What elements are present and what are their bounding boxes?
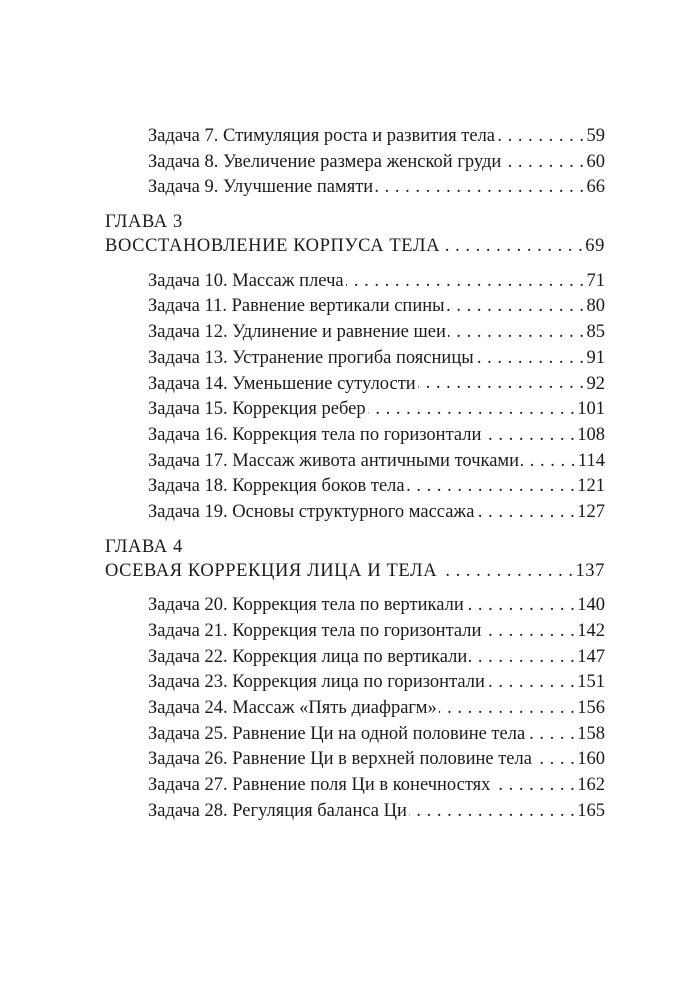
toc-entry <box>105 397 605 423</box>
toc-entry-page: 114 <box>577 450 605 471</box>
toc-entry <box>105 773 605 799</box>
toc-entry-label: Задача 8. Увеличение размера женской груди <box>148 151 502 172</box>
toc-section <box>105 535 605 825</box>
toc-entry-label: Задача 23. Коррекция лица по горизонтали <box>148 672 485 693</box>
toc-entry <box>105 175 605 201</box>
chapter-heading: ГЛАВА 3 <box>105 212 183 233</box>
chapter-title: ОСЕВАЯ КОРРЕКЦИЯ ЛИЦА И ТЕЛА <box>105 560 438 581</box>
toc-entry-page: 80 <box>586 296 605 317</box>
toc-entry <box>105 346 605 372</box>
toc-entry-label: Задача 12. Удлинение и равнение шеи <box>148 322 446 343</box>
toc-entry <box>105 269 605 295</box>
toc-entry-page: 160 <box>577 749 605 770</box>
dot-leader <box>521 453 576 467</box>
toc-entry-label: Задача 26. Равнение Ци в верхней половине тела <box>148 749 532 770</box>
chapter-title: ВОССТАНОВЛЕНИЕ КОРПУСА ТЕЛА <box>105 236 441 257</box>
toc-entry <box>105 670 605 696</box>
toc-entry-label: Задача 18. Коррекция боков тела <box>148 476 405 497</box>
toc-entry-label: Задача 10. Массаж плеча <box>148 270 344 291</box>
toc-entry <box>105 372 605 398</box>
toc-entry-label: Задача 15. Коррекция ребер <box>148 399 366 420</box>
toc-entry-label: Задача 20. Коррекция тела по вертикали <box>148 595 464 616</box>
toc-entry-label: Задача 7. Стимуляция роста и развития тела <box>148 126 496 146</box>
chapter-heading: ГЛАВА 4 <box>105 536 183 557</box>
dot-leader <box>439 701 576 715</box>
toc-entry-page: 140 <box>577 595 605 616</box>
toc-entry-page: 158 <box>577 723 605 744</box>
dot-leader <box>487 675 575 689</box>
toc-entry-page: 147 <box>577 646 605 667</box>
dot-leader <box>442 239 583 253</box>
toc-entry-page: 162 <box>577 775 605 796</box>
dot-leader <box>466 598 576 612</box>
toc-entry-label: Задача 9. Улучшение памяти <box>148 177 374 198</box>
dot-leader <box>439 563 573 577</box>
dot-leader <box>418 376 585 390</box>
toc-entry-page: 165 <box>577 800 605 821</box>
toc-entry-page: 71 <box>586 270 605 291</box>
dot-leader <box>534 752 575 766</box>
dot-leader <box>503 154 584 168</box>
toc-entry-label: Задача 11. Равнение вертикали спины <box>148 296 445 317</box>
dot-leader <box>483 428 575 442</box>
toc-entry-label: Задача 21. Коррекция тела по горизонтали <box>148 621 482 641</box>
dot-leader <box>527 726 575 740</box>
dot-leader <box>407 479 576 493</box>
chapter-title-page: 137 <box>575 560 605 581</box>
chapter-title-entry <box>105 559 605 585</box>
toc-entry <box>105 593 605 619</box>
dot-leader <box>447 299 585 313</box>
toc-entry-label: Задача 27. Равнение поля Ци в конечностях <box>148 775 491 796</box>
chapter-title-entry <box>105 234 605 260</box>
toc-entry <box>105 150 605 176</box>
toc-entry-label: Задача 16. Коррекция тела по горизонтали <box>148 424 482 445</box>
dot-leader <box>483 624 575 638</box>
dot-leader <box>409 804 575 818</box>
toc-entry <box>105 799 605 825</box>
toc-entry <box>105 619 605 645</box>
toc-entry <box>105 500 605 526</box>
toc-entry-page: 108 <box>577 424 605 445</box>
toc-entry <box>105 294 605 320</box>
toc-entry-page: 142 <box>577 621 605 641</box>
dot-leader <box>492 778 575 792</box>
toc-entry-page: 59 <box>586 126 605 146</box>
dot-leader <box>448 325 585 339</box>
toc-entry-page: 156 <box>577 698 605 719</box>
toc-entry-label: Задача 13. Устранение прогиба поясницы <box>148 347 474 368</box>
table-of-contents <box>105 124 605 825</box>
toc-entry <box>105 449 605 475</box>
toc-entry-page: 92 <box>586 373 605 394</box>
toc-entry-page: 151 <box>577 672 605 693</box>
toc-entry <box>105 645 605 671</box>
toc-entry-page: 66 <box>586 177 605 198</box>
toc-entry-label: Задача 17. Массаж живота античными точками <box>148 450 520 471</box>
toc-entry-page: 60 <box>586 151 605 172</box>
toc-entry-page: 91 <box>586 347 605 368</box>
toc-entry <box>105 124 605 150</box>
dot-leader <box>469 649 575 663</box>
toc-entry-page: 85 <box>586 322 605 343</box>
toc-entry <box>105 474 605 500</box>
toc-entry-page: 127 <box>577 501 605 522</box>
toc-entry-label: Задача 19. Основы структурного массажа <box>148 501 475 522</box>
toc-entry <box>105 320 605 346</box>
toc-entry-label: Задача 14. Уменьшение сутулости <box>148 373 416 394</box>
dot-leader <box>375 180 584 194</box>
dot-leader <box>368 402 576 416</box>
toc-entry <box>105 722 605 748</box>
dot-leader <box>497 129 584 143</box>
toc-entry-label: Задача 22. Коррекция лица по вертикали <box>148 646 468 667</box>
toc-entry <box>105 747 605 773</box>
toc-section <box>105 210 605 526</box>
toc-entry <box>105 423 605 449</box>
dot-leader <box>476 505 575 519</box>
toc-entry-label: Задача 24. Массаж «Пять диафрагм» <box>148 698 437 719</box>
toc-entry-page: 101 <box>577 399 605 420</box>
toc-section <box>105 124 605 201</box>
toc-entry-page: 121 <box>577 476 605 497</box>
toc-entry-label: Задача 25. Равнение Ци на одной половине тела <box>148 723 526 744</box>
chapter-title-page: 69 <box>585 236 605 257</box>
dot-leader <box>476 351 585 365</box>
dot-leader <box>346 273 585 287</box>
toc-entry <box>105 696 605 722</box>
toc-entry-label: Задача 28. Регуляция баланса Ци <box>148 800 407 821</box>
